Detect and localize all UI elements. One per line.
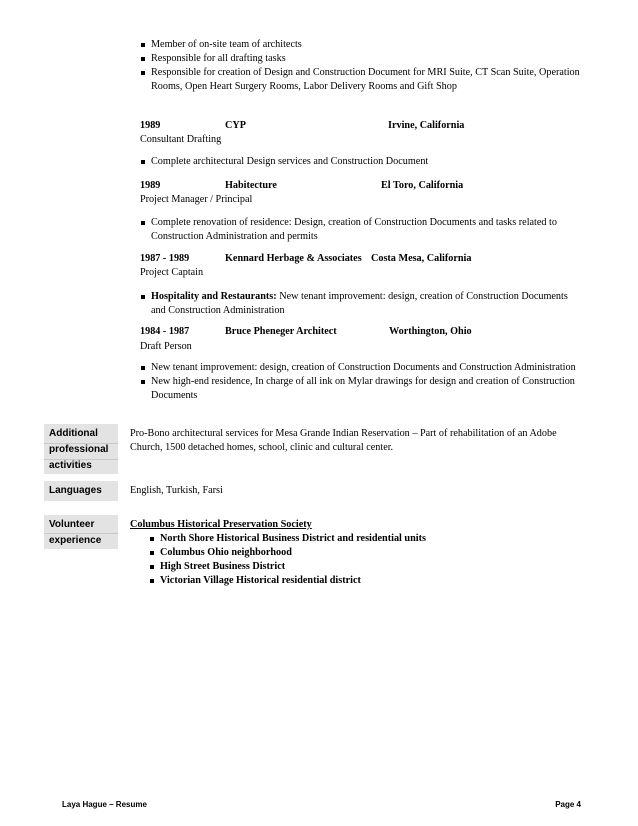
job-heading: [140, 179, 465, 193]
job-location: Costa Mesa, California: [371, 253, 472, 264]
divider: [44, 443, 118, 444]
job-location: Irvine, California: [388, 120, 465, 131]
page-number: Page 4: [555, 800, 581, 809]
job-bullet-list: [140, 290, 580, 318]
footer-left: Laya Hague – Resume: [62, 800, 147, 809]
volunteer-section: [130, 518, 580, 588]
job-years: 1989: [140, 180, 161, 191]
job-bullet-list: [140, 216, 580, 244]
list-item: Member of on-site team of architects: [140, 38, 580, 52]
section-label-additional: Additional professional activities: [44, 424, 118, 474]
job-years: 1984 - 1987: [140, 326, 190, 337]
job-company: Kennard Herbage & Associates: [225, 253, 362, 264]
section-label-languages: Languages: [44, 481, 118, 501]
job-company: Habitecture: [225, 180, 277, 191]
bullet-lead: Hospitality and Restaurants:: [151, 291, 277, 302]
job-role: Project Captain: [140, 267, 204, 278]
list-item: Victorian Village Historical residential district: [149, 574, 580, 588]
list-item: Complete renovation of residence: Design, creation of Construction Documents and tasks related to Construction Administration and permits: [140, 216, 580, 244]
list-item: [140, 290, 580, 318]
job-years: 1987 - 1989: [140, 253, 190, 264]
job-heading: [140, 325, 472, 339]
job-location: El Toro, California: [381, 180, 464, 191]
job-bullet-list: [140, 361, 580, 403]
volunteer-organization: Columbus Historical Preservation Society: [130, 519, 312, 530]
divider: [44, 459, 118, 460]
job-company: Bruce Pheneger Architect: [225, 326, 337, 337]
job-heading: [140, 252, 472, 266]
list-item: Responsible for all drafting tasks: [140, 52, 580, 66]
list-item: New tenant improvement: design, creation of Construction Documents and Construction Administration: [140, 361, 580, 375]
bullet-text: New tenant improvement: design, creation of Construction Documents and Construction Administration: [151, 291, 568, 316]
job-role: Draft Person: [140, 341, 192, 352]
divider: [44, 533, 118, 534]
section-label-volunteer: Volunteer experience: [44, 515, 118, 549]
languages-text: English, Turkish, Farsi: [130, 485, 223, 496]
list-item: Columbus Ohio neighborhood: [149, 546, 580, 560]
list-item: Complete architectural Design services and Construction Document: [140, 155, 580, 169]
job-bullet-list: [140, 155, 580, 169]
job-role: Project Manager / Principal: [140, 194, 253, 205]
list-item: North Shore Historical Business District and residential units: [149, 532, 580, 546]
list-item: High Street Business District: [149, 560, 580, 574]
list-item: New high-end residence, In charge of all ink on Mylar drawings for design and creation of Construction Documents: [140, 375, 580, 403]
job-location: Worthington, Ohio: [389, 326, 472, 337]
additional-activities-text: Pro-Bono architectural services for Mesa Grande Indian Reservation – Part of rehabilitation of an Adobe Church, 1500 detached homes, school, clinic and cultural center.: [130, 428, 557, 453]
list-item: Responsible for creation of Design and Construction Document for MRI Suite, CT Scan Suite, Operation Rooms, Open Heart Surgery Rooms, Labor Delivery Rooms and Gift Shop: [140, 66, 580, 94]
job-years: 1989: [140, 120, 161, 131]
top-bullet-list: [140, 38, 580, 94]
job-company: CYP: [225, 120, 246, 131]
job-role: Consultant Drafting: [140, 134, 222, 145]
job-heading: [140, 119, 465, 133]
